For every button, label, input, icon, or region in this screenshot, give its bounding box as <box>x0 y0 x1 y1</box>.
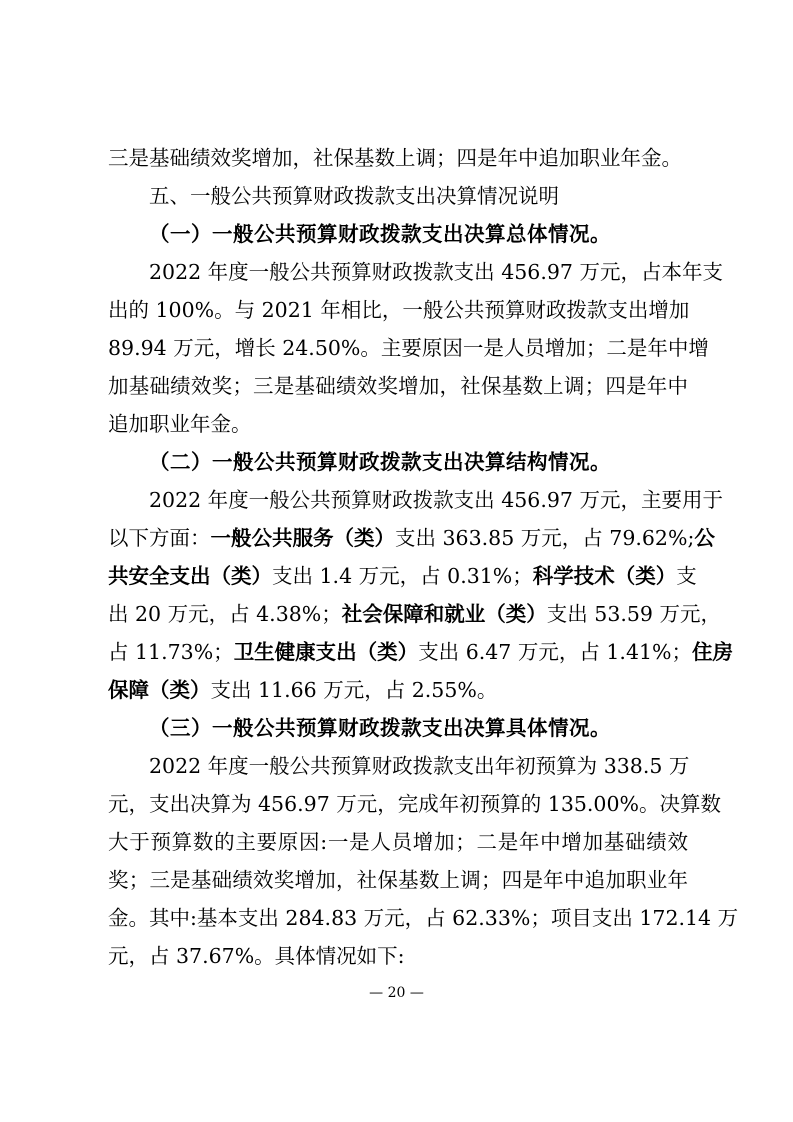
text-line: 2022 年度一般公共预算财政拨款支出年初预算为 338.5 万 <box>149 754 690 778</box>
category-label: 公 <box>694 526 715 550</box>
text-line: 大于预算数的主要原因:一是人员增加；二是年中增加基础绩效 <box>108 830 688 854</box>
text-run: 支出 11.66 万元，占 2.55%。 <box>210 678 498 702</box>
text-run: 支出 1.4 万元，占 0.31%； <box>272 564 533 588</box>
text-run: 支出 53.59 万元， <box>546 602 721 626</box>
section-heading: 五、一般公共预算财政拨款支出决算情况说明 <box>149 184 559 208</box>
text-line: 出的 100%。与 2021 年相比，一般公共预算财政拨款支出增加 <box>108 298 690 322</box>
text-line: 追加职业年金。 <box>108 412 252 436</box>
text-line: 2022 年度一般公共预算财政拨款支出 456.97 万元，占本年支 <box>149 260 723 284</box>
page-number: — 20 — <box>369 985 424 1001</box>
category-label: 卫生健康支出（类） <box>233 640 419 664</box>
text-line: 加基础绩效奖；三是基础绩效奖增加，社保基数上调；四是年中 <box>108 374 688 398</box>
text-line: 89.94 万元，增长 24.50%。主要原因一是人员增加；二是年中增 <box>108 336 709 360</box>
category-label: 一般公共服务（类） <box>210 526 395 550</box>
category-label: 科学技术（类） <box>532 564 677 588</box>
category-label: 社会保障和就业（类） <box>341 602 547 626</box>
subsection-heading: （二）一般公共预算财政拨款支出决算结构情况。 <box>149 450 611 474</box>
subsection-heading: （一）一般公共预算财政拨款支出决算总体情况。 <box>149 222 611 246</box>
text-line <box>108 519 715 557</box>
text-line: 金。其中:基本支出 284.83 万元，占 62.33%；项目支出 172.14 万 <box>108 906 739 930</box>
category-label: 保障（类） <box>108 678 211 702</box>
text-line <box>108 633 734 671</box>
text-line: 元，支出决算为 456.97 万元，完成年初预算的 135.00%。决算数 <box>108 792 721 816</box>
text-line <box>108 595 721 633</box>
text-line: 2022 年度一般公共预算财政拨款支出 456.97 万元，主要用于 <box>149 488 723 512</box>
text-line <box>108 671 688 709</box>
text-run: 占 11.73%； <box>108 640 234 664</box>
text-line: 元，占 37.67%。具体情况如下: <box>108 944 405 968</box>
category-label: 住房 <box>692 640 734 664</box>
text-run: 支出 6.47 万元，占 1.41%； <box>418 640 693 664</box>
text-run: 出 20 万元，占 4.38%； <box>108 602 342 626</box>
document-body <box>108 139 739 975</box>
text-run: 支 <box>676 564 697 588</box>
category-label: 共安全支出（类） <box>108 564 272 588</box>
subsection-heading: （三）一般公共预算财政拨款支出决算具体情况。 <box>149 716 611 740</box>
text-line <box>108 557 697 595</box>
text-line: 奖；三是基础绩效奖增加，社保基数上调；四是年中追加职业年 <box>108 868 688 892</box>
text-run: 以下方面： <box>108 526 211 550</box>
text-run: 支出 363.85 万元，占 79.62%; <box>395 526 695 550</box>
text-line: 三是基础绩效奖增加，社保基数上调；四是年中追加职业年金。 <box>108 146 682 170</box>
